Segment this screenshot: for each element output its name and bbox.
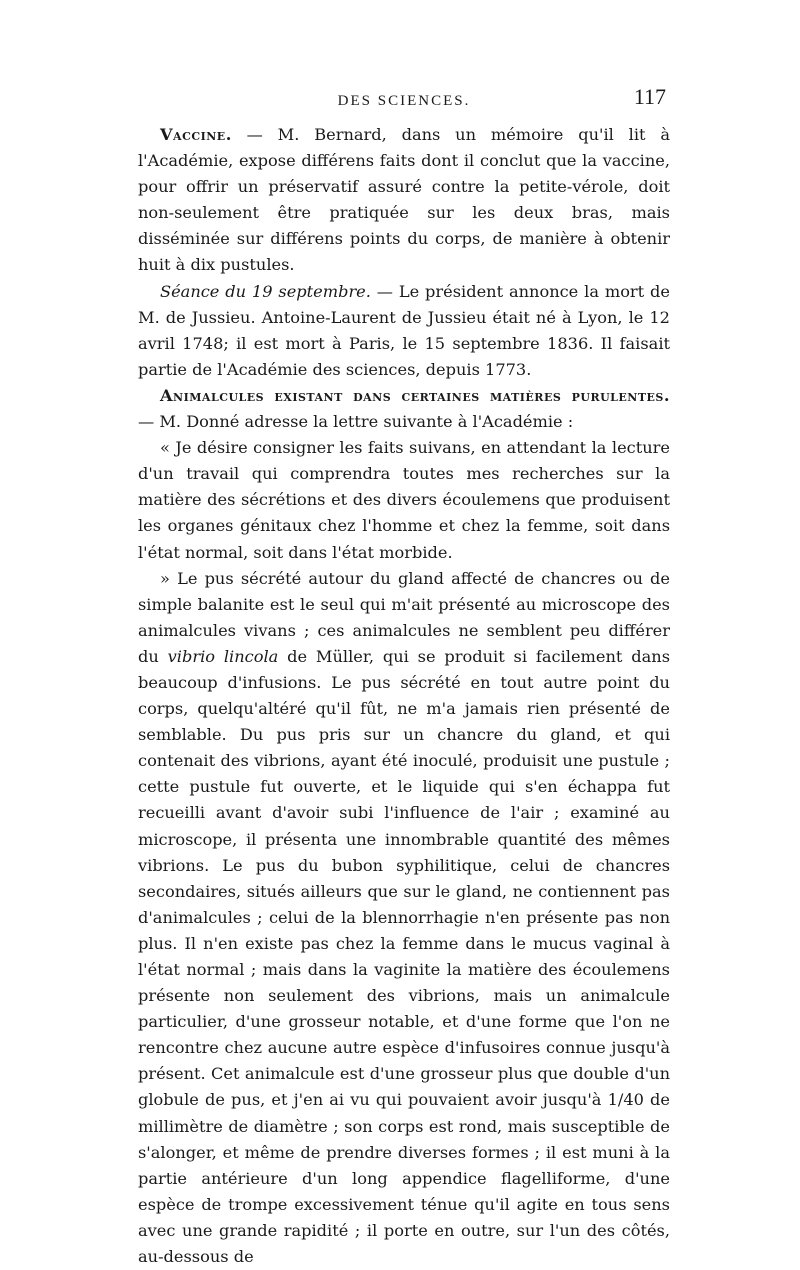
running-title: DES SCIENCES. [337, 93, 471, 109]
paragraph-text: de Müller, qui se produit si facilement dans beaucoup d'infusions. Le pus sécrété en tout autre point du corps, quelqu'altéré qu'il fût, ne m'a jamais rien présenté de semblable. Du pus pris sur un chancre du gland, et qui contenait des vibrions, ayant été inoculé, produisit une pustule ; cette pustule fut ouverte, et le liquide qui s'en échappa fut recueilli avant d'avoir subi l'influence de l'air ; examiné au microscope, il présenta une innombrable quantité des mêmes vibrions. Le pus du bubon syphilitique, celui de chancres secondaires, situés ailleurs que sur le gland, ne contiennent pas d'animalcules ; celui de la blennorrhagie n'en présente pas non plus. Il n'en existe pas chez la femme dans le mucus vaginal à l'état normal ; mais dans la vaginite la matière des écoulemens présente non seulement des vibrions, mais un animalcule particulier, d'une grosseur notable, et d'une forme que l'on ne rencontre chez aucune autre espèce d'infusoires connue jusqu'à présent. Cet animalcule est d'une grosseur plus que double d'un globule de pus, et j'en ai vu qui pouvaient avoir jusqu'à 1/40 de millimètre de diamètre ; son corps est rond, mais susceptible de s'alonger, et même de prendre diverses formes ; il est muni à la partie antérieure d'un long appendice flagelliforme, d'une espèce de trompe excessivement ténue qu'il agite en tous sens avec une grande rapidité ; il porte en outre, sur l'un des côtés, au-dessous de [138, 646, 671, 1267]
paragraph-text: — M. Bernard, dans un mémoire qu'il lit à l'Académie, expose différens faits dont il conclut que la vaccine, pour offrir un préservatif assuré contre la petite-vérole, doit non-seulement être pratiquée sur les deux bras, mais disséminée sur différens points du corps, de manière à obtenir huit à dix pustules. [138, 125, 670, 275]
paragraph-text: » Le pus sécrété autour du gland affecté de chancres ou de simple balanite est le seul qui m'ait présenté au microscope des animalcules vivans ; ces animalcules ne semblent peu différer du [138, 568, 670, 666]
running-header [138, 84, 670, 122]
paragraph-animalcules-heading [138, 383, 670, 435]
paragraph-letter-2 [138, 566, 670, 1270]
session-date: Séance du 19 septembre. [160, 281, 371, 301]
section-heading-animalcules: Animalcules existant dans certaines matières purulentes. [160, 385, 670, 405]
species-name: vibrio lincola [167, 646, 279, 666]
page-number: 117 [633, 84, 666, 109]
book-page [138, 84, 671, 1270]
section-heading-vaccine: Vaccine. [160, 125, 232, 144]
paragraph-letter-1: « Je désire consigner les faits suivans, en attendant la lecture d'un travail qui comprendra toutes mes recherches sur la matière des sécrétions et des divers écoulemens que produisent les organes génitaux chez l'homme et chez la femme, soit dans l'état normal, soit dans l'état morbide. [138, 438, 670, 562]
paragraph-text: — M. Donné adresse la lettre suivante à l'Académie : [138, 412, 574, 432]
paragraph-text: — Le président annonce la mort de M. de Jussieu. Antoine-Laurent de Jussieu était né à Lyon, le 12 avril 1748; il est mort à Paris, le 15 septembre 1836. Il faisait partie de l'Académie des sciences, depuis 1773. [138, 281, 670, 379]
paragraph-seance [138, 279, 670, 383]
paragraph-vaccine [138, 122, 670, 279]
